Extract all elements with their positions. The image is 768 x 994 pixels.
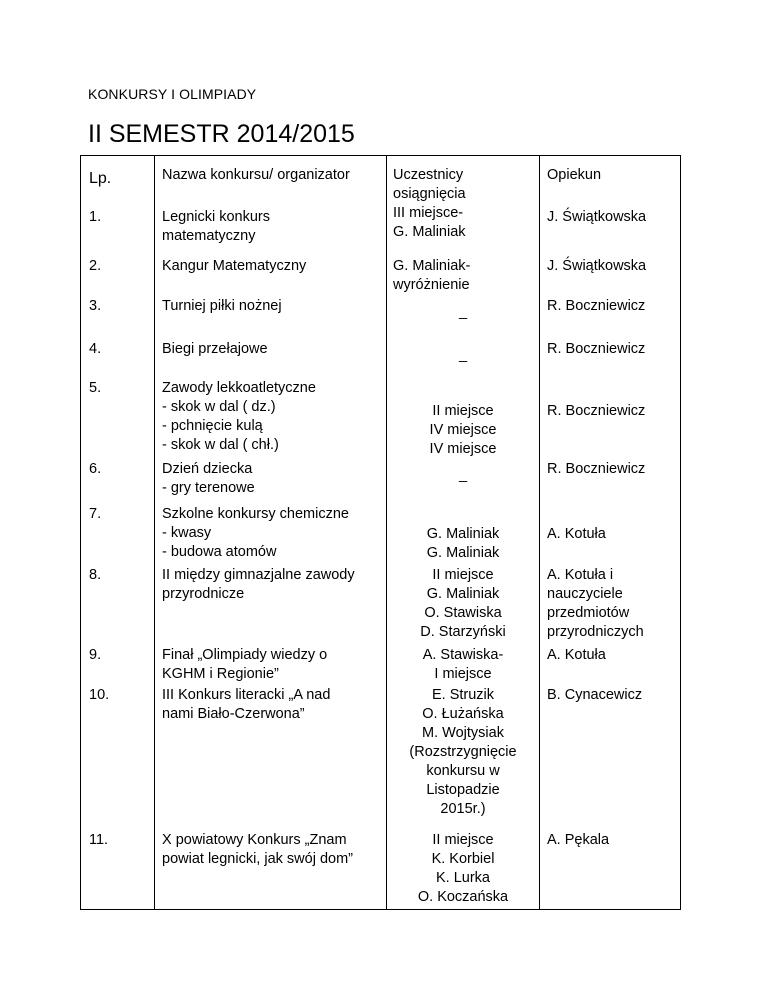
row-lp: 3. [89,298,102,314]
row-name: Legnicki konkurs matematyczny [162,209,270,244]
row-guardian: R. Boczniewicz [547,341,646,357]
row-name: Turniej piłki nożnej [162,298,282,314]
row-name: Zawody lekkoatletyczne - skok w dal ( dz.) - pchnięcie kulą - skok w dal ( chł.) [162,380,316,453]
row-participants: A. Stawiska- I miejsce [422,647,504,682]
row-lp: 8. [89,567,102,583]
row-lp: 10. [89,687,110,703]
row-name: Kangur Matematyczny [162,258,307,274]
row-participants: II miejsce IV miejsce IV miejsce [429,403,497,457]
row-lp: 2. [89,258,102,274]
header-guardian: Opiekun [547,167,602,183]
row-lp: 5. [89,380,102,396]
row-participants: II miejsce K. Korbiel K. Lurka O. Koczańska [417,832,509,905]
header-lp: Lp. [89,170,112,187]
row-lp: 9. [89,647,102,663]
row-participants: _ [458,347,468,363]
row-guardian: A. Kotuła [547,647,606,663]
row-participants: G. Maliniak G. Maliniak [426,526,500,561]
column-divider [154,156,155,909]
row-guardian: R. Boczniewicz [547,298,646,314]
header-name: Nazwa konkursu/ organizator [162,167,350,183]
results-table [80,155,681,910]
row-lp: 4. [89,341,102,357]
row-guardian: J. Świątkowska [547,209,647,225]
document-heading: KONKURSY I OLIMPIADY [88,86,257,102]
row-lp: 7. [89,506,102,522]
document-title: II SEMESTR 2014/2015 [88,120,355,148]
row-guardian: B. Cynacewicz [547,687,643,703]
row-guardian: A. Pękala [547,832,610,848]
row-name: III Konkurs literacki „A nad nami Biało-Czerwona” [162,687,331,722]
row-lp: 11. [89,832,109,848]
row-lp: 6. [89,461,102,477]
row-participants: G. Maliniak- wyróżnienie [393,258,471,293]
row-guardian: A. Kotuła [547,526,606,542]
row-name: Dzień dziecka - gry terenowe [162,461,255,496]
row-participants: II miejsce G. Maliniak O. Stawiska D. Starzyński [420,567,506,640]
row-guardian: A. Kotuła i nauczyciele przedmiotów przyrodniczych [547,567,644,640]
column-divider [539,156,540,909]
row-guardian: R. Boczniewicz [547,403,646,419]
row-name: II między gimnazjalne zawody przyrodnicze [162,567,355,602]
row-lp: 1. [89,209,102,225]
row-name: X powiatowy Konkurs „Znam powiat legnicki, jak swój dom” [162,832,353,867]
row-guardian: J. Świątkowska [547,258,647,274]
row-participants: _ [458,467,468,483]
row-participants: III miejsce- G. Maliniak [393,205,466,240]
row-name: Szkolne konkursy chemiczne - kwasy - budowa atomów [162,506,349,560]
row-participants: _ [458,304,468,320]
row-name: Biegi przełajowe [162,341,268,357]
row-name: Finał „Olimpiady wiedzy o KGHM i Regionie” [162,647,328,682]
row-guardian: R. Boczniewicz [547,461,646,477]
row-participants: E. Struzik O. Łużańska M. Wojtysiak (Rozstrzygnięcie konkursu w Listopadzie 2015r.) [409,687,517,817]
header-participants: Uczestnicy osiągnięcia [393,167,466,202]
